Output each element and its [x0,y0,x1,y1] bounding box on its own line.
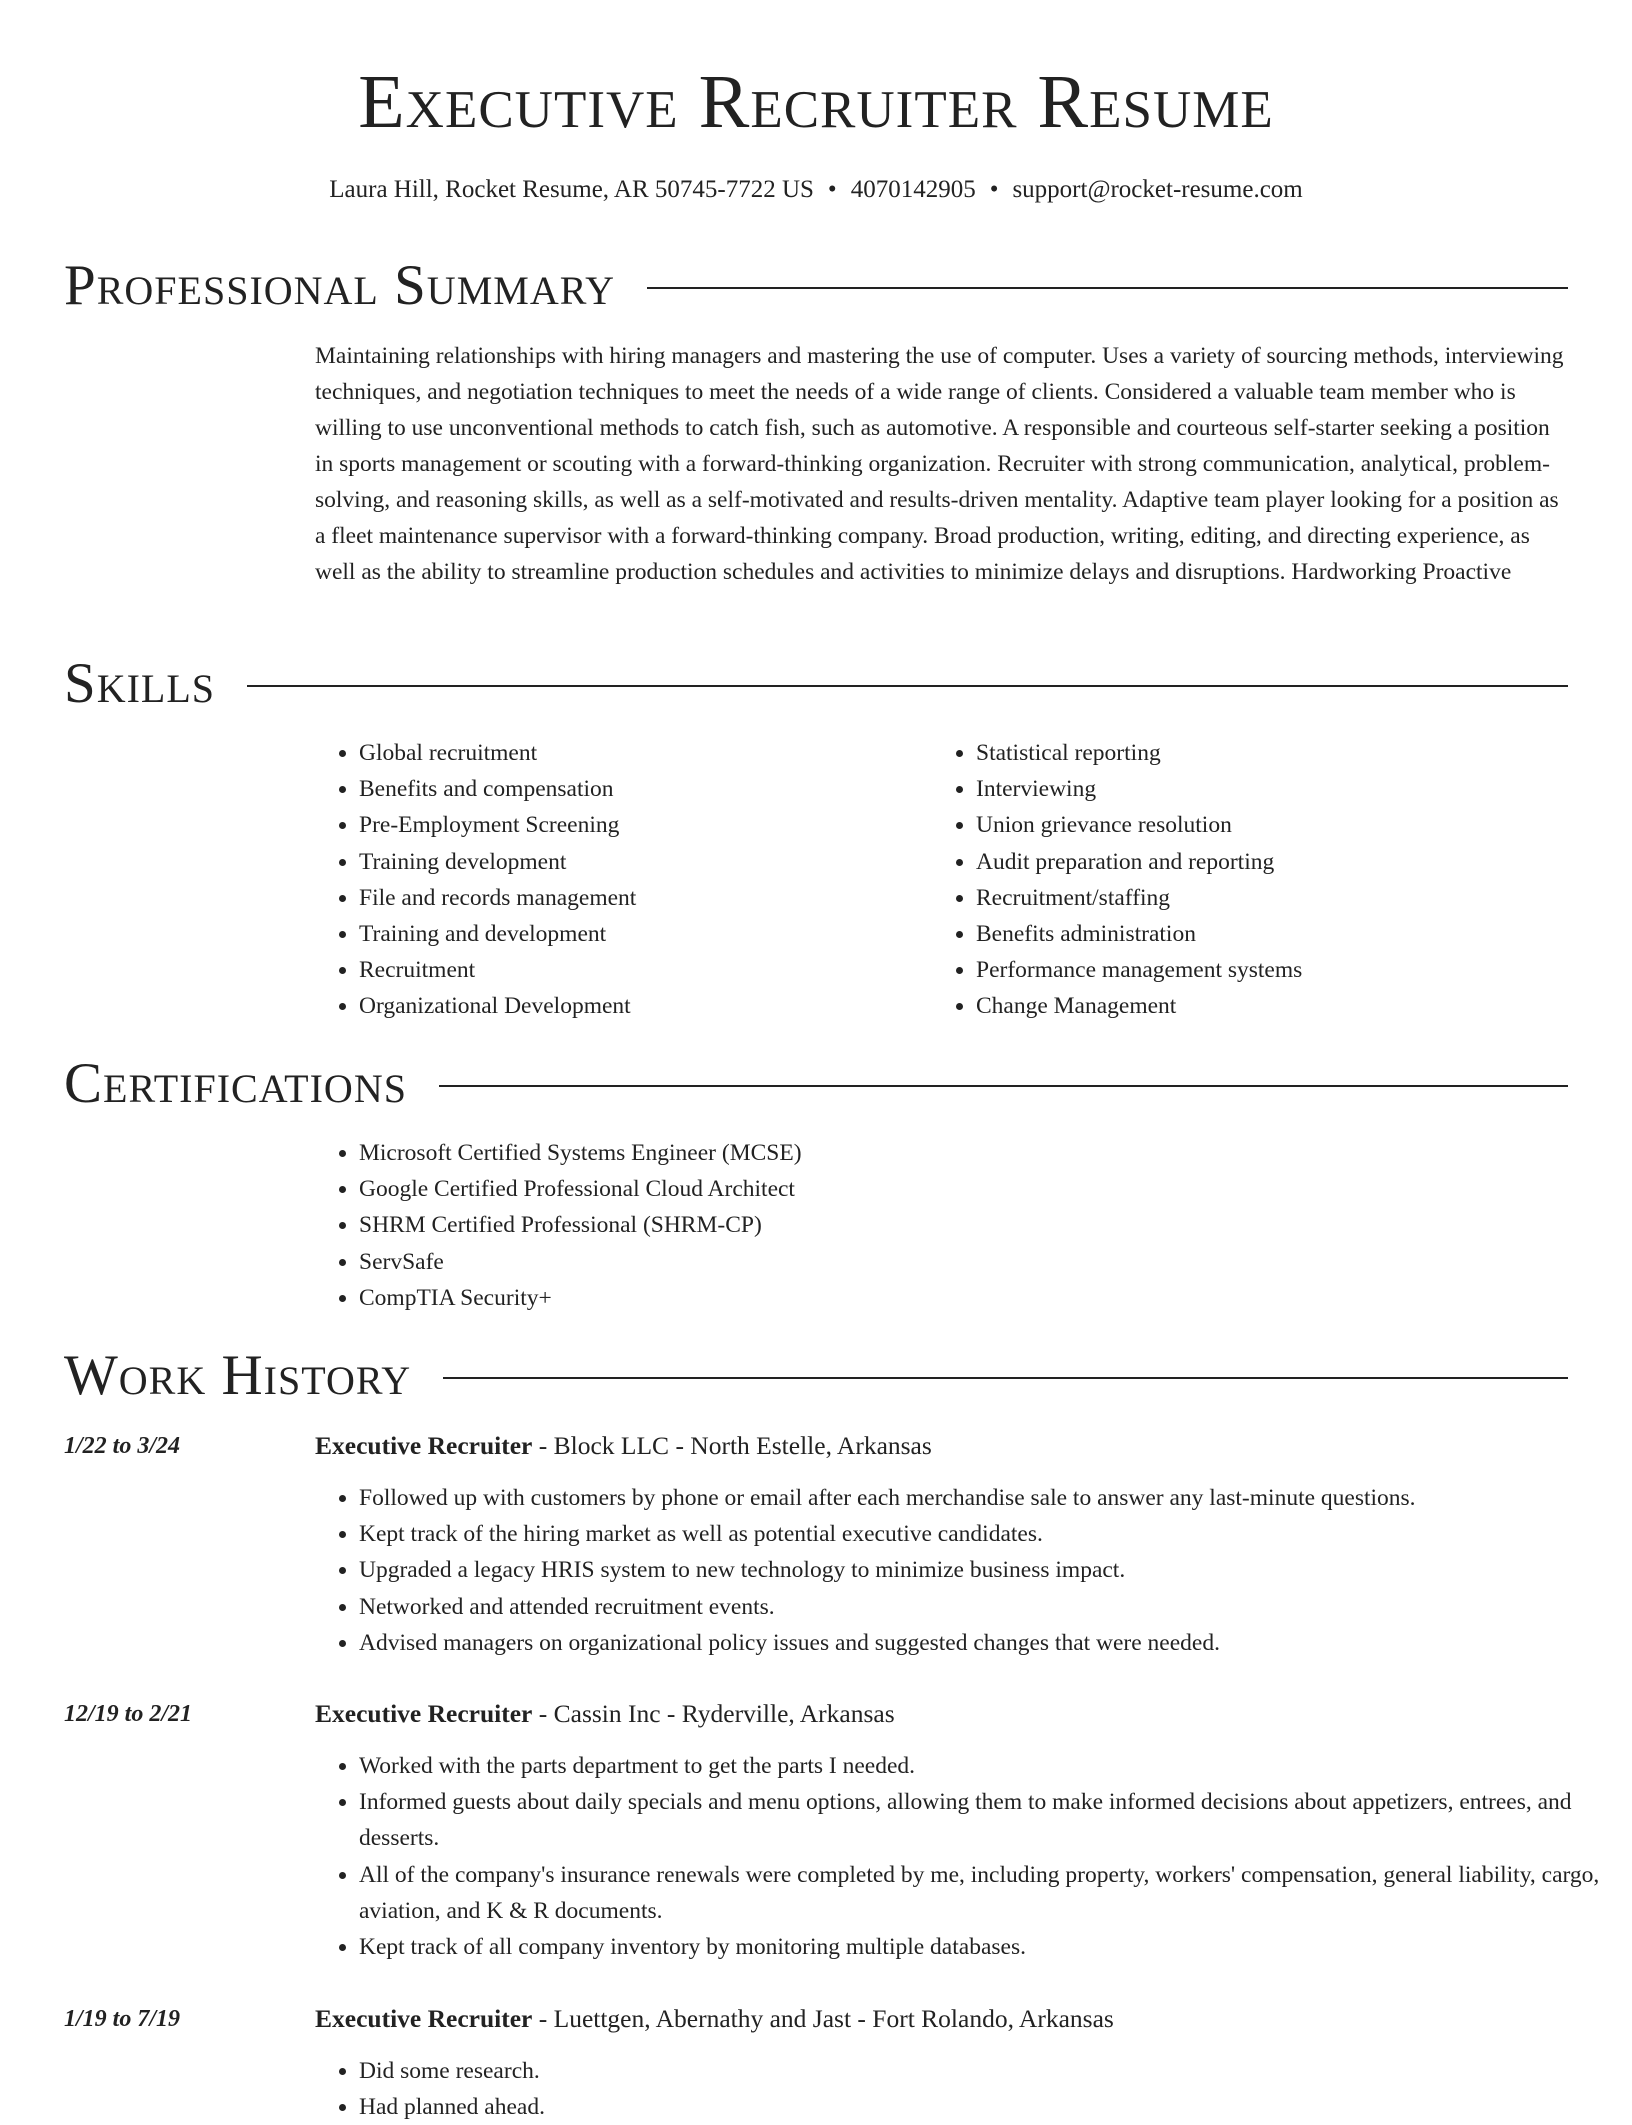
job-duty-item: • Kept track of all company inventory by monitoring multiple databases. [359,1929,1612,1965]
skill-item: • Union grievance resolution [976,807,1568,843]
certification-item: • CompTIA Security+ [359,1280,1568,1316]
certification-item: • Google Certified Professional Cloud Architect [359,1171,1568,1207]
job-heading [315,1430,932,1462]
skills-left-column [315,735,915,1025]
summary-section-header [64,254,1568,318]
job-duty-item: • Networked and attended recruitment events. [359,1589,1612,1625]
skill-item: • Benefits administration [976,916,1568,952]
section-divider [443,1377,1568,1379]
skills-list-right [932,735,1568,1025]
contact-separator: • [827,176,837,203]
summary-text: Maintaining relationships with hiring managers and mastering the use of computer. Uses a variety of sourcing methods, interviewing techniques, and negotiation techniques to meet the needs of a wide range of clients. Considered a valuable team member who is willing to use unconventional methods to catch fish, such as automotive. A responsible and courteous self-starter seeking a position in sports management or scouting with a forward-thinking organization. Recruiter with strong communication, analytical, problem-solving, and reasoning skills, as well as a self-motivated and results-driven mentality. Adaptive team player looking for a position as a fleet maintenance supervisor with a forward-thinking company. Broad production, writing, editing, and directing experience, as well as the ability to streamline production schedules and activities to minimize delays and disruptions. Hardworking Proactive [315,343,1564,585]
section-divider [439,1085,1568,1087]
skill-item: • Statistical reporting [976,735,1568,771]
summary-heading: Professional Summary [64,254,616,317]
job-title: Executive Recruiter [315,1431,533,1460]
certifications-list [315,1135,1568,1316]
job-duty-item: • Informed guests about daily specials and menu options, allowing them to make informed decisions about appetizers, entrees, and desserts. [359,1784,1612,1856]
job-heading [315,1698,895,1730]
job-company-location: - Luettgen, Abernathy and Jast - Fort Rolando, Arkansas [532,2004,1114,2033]
skill-item: • Benefits and compensation [359,771,915,807]
skills-right-column [932,735,1568,1025]
skill-item: • Recruitment/staffing [976,880,1568,916]
certifications-section-header [64,1052,1568,1116]
job-company-location: - Block LLC - North Estelle, Arkansas [532,1431,932,1460]
skill-item: • Change Management [976,988,1568,1024]
skills-heading: Skills [64,652,216,715]
skill-item: • Pre-Employment Screening [359,807,915,843]
certifications-block [315,1135,1568,1316]
job-company-location: - Cassin Inc - Ryderville, Arkansas [532,1699,895,1728]
contact-address: Laura Hill, Rocket Resume, AR 50745-7722 US [329,176,814,203]
job-duty-item: • Worked with the parts department to get the parts I needed. [359,1748,1612,1784]
certification-item: • Microsoft Certified Systems Engineer (MCSE) [359,1135,1568,1171]
job-duties-list [315,2053,1612,2125]
resume-title: Executive Recruiter Resume [358,60,1274,144]
certification-item: • ServSafe [359,1244,1568,1280]
skill-item: • File and records management [359,880,915,916]
contact-separator: • [989,176,999,203]
work-history-section-header [64,1344,1568,1408]
contact-email: support@rocket-resume.com [1012,176,1303,203]
contact-phone: 4070142905 [850,176,976,203]
skill-item: • Performance management systems [976,952,1568,988]
job-dates: 12/19 to 2/21 [64,1701,193,1727]
work-history-heading: Work History [64,1344,412,1407]
job-duty-item: • Did some research. [359,2053,1612,2089]
job-dates: 1/22 to 3/24 [64,1433,181,1459]
contact-info [0,174,1632,206]
job-dates: 1/19 to 7/19 [64,2006,181,2032]
job-duties-list [315,1480,1612,1661]
skill-item: • Global recruitment [359,735,915,771]
job-title: Executive Recruiter [315,2004,533,2033]
skills-list-left [315,735,915,1025]
skill-item: • Training and development [359,916,915,952]
skills-section-header [64,652,1568,716]
skill-item: • Organizational Development [359,988,915,1024]
job-duty-item: • All of the company's insurance renewals were completed by me, including property, workers' compensation, general liability, cargo, aviation, and K & R documents. [359,1857,1612,1929]
job-duty-item: • Had planned ahead. [359,2089,1612,2125]
skill-item: • Audit preparation and reporting [976,844,1568,880]
section-divider [247,685,1568,687]
skill-item: • Recruitment [359,952,915,988]
job-duty-item: • Advised managers on organizational policy issues and suggested changes that were needed. [359,1625,1612,1661]
job-duty-item: • Followed up with customers by phone or email after each merchandise sale to answer any last-minute questions. [359,1480,1612,1516]
skill-item: • Interviewing [976,771,1568,807]
section-divider [647,287,1568,289]
job-duties-list [315,1748,1612,1965]
skill-item: • Training development [359,844,915,880]
certifications-heading: Certifications [64,1052,407,1115]
job-duty-item: • Kept track of the hiring market as well as potential executive candidates. [359,1516,1612,1552]
job-heading [315,2003,1114,2035]
job-title: Executive Recruiter [315,1699,533,1728]
job-duty-item: • Upgraded a legacy HRIS system to new technology to minimize business impact. [359,1552,1612,1588]
certification-item: • SHRM Certified Professional (SHRM-CP) [359,1207,1568,1243]
